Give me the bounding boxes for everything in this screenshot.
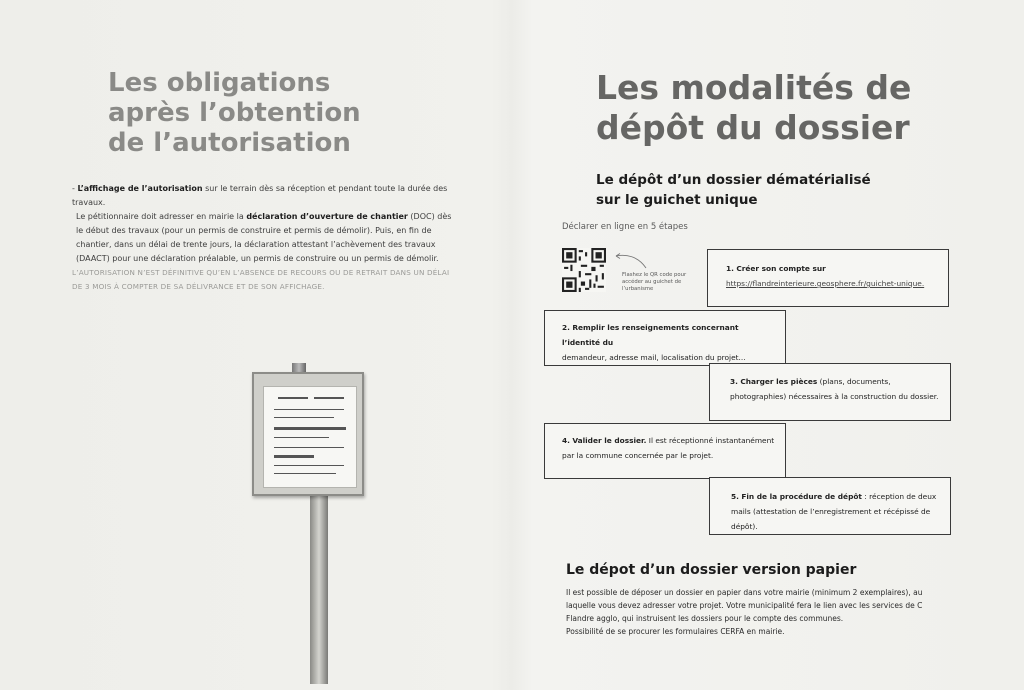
subtitle-line: sur le guichet unique <box>596 192 758 208</box>
step-text: demandeur, adresse mail, localisation du projet... <box>562 353 746 362</box>
paper-line: Possibilité de se procurer les formulaires CERFA en mairie. <box>566 627 785 636</box>
step-3-box <box>709 363 951 421</box>
paper-section-text <box>566 586 942 638</box>
step-bold: Valider le dossier. <box>572 436 647 445</box>
permit-sign-illustration <box>252 372 364 496</box>
step-text: (plans, documents, photographies) nécessaires à la construction du dossier. <box>730 377 939 401</box>
right-title-line: dépôt du dossier <box>596 108 910 147</box>
definitive-note: L’AUTORISATION N’EST DÉFINITIVE QU’EN L’ABSENCE DE RECOURS OU DE RETRAIT DANS UN DÉLAI DE 3 MOIS À COMPTER DE SA DÉLIVRANCE ET DE SON AFFICHAGE. <box>72 268 450 291</box>
obligation-rest: sur le terrain dès sa réception et pendant toute la durée des travaux. <box>72 184 448 207</box>
left-title-line: Les obligations <box>108 68 331 98</box>
obligation-bold: déclaration d’ouverture de chantier <box>246 212 408 221</box>
sheet-line <box>274 473 336 474</box>
step-5-box <box>709 477 951 535</box>
sheet-line <box>274 447 344 448</box>
left-page-title <box>108 68 438 158</box>
obligation-bold: L’affichage de l’autorisation <box>77 184 203 193</box>
sign-post <box>310 488 328 684</box>
step-bold: Remplir les renseignements concernant l’identité du <box>562 323 739 347</box>
step-1-box <box>707 249 949 307</box>
step-text: Il est réceptionné instantanément par la commune concernée par le projet. <box>562 436 775 460</box>
sheet-line <box>314 397 344 399</box>
left-title-line: après l’obtention <box>108 98 361 128</box>
qr-caption: Flashez le QR code pour accéder au guichet de l’urbanisme <box>622 272 687 292</box>
qr-code-icon[interactable] <box>562 248 606 292</box>
paper-line: Flandre agglo, qui instruisent les dossiers pour le compte des communes. <box>566 614 844 623</box>
paper-line: laquelle vous devez adresser votre projet. Votre municipalité fera le lien avec les services de C <box>566 601 923 610</box>
step-number: 2. <box>562 323 570 332</box>
step-bold: Fin de la procédure de dépôt <box>741 492 862 501</box>
sheet-line <box>274 437 329 438</box>
bullet: - <box>72 184 78 193</box>
guichet-unique-link[interactable]: https://flandreinterieure.geosphere.fr/guichet-unique. <box>726 279 925 288</box>
right-title-line: Les modalités de <box>596 68 912 107</box>
step-number: 5. <box>731 492 739 501</box>
permit-sheet <box>263 386 357 488</box>
step-number: 4. <box>562 436 570 445</box>
sheet-line <box>274 409 344 410</box>
sheet-line <box>278 397 308 399</box>
arrow-left-icon <box>612 252 648 270</box>
right-page-title <box>596 68 996 148</box>
step-number: 1. <box>726 264 734 273</box>
step-bold: Créer son compte sur <box>736 264 826 273</box>
obligation-item-doc <box>72 210 460 266</box>
step-bold: Charger les pièces <box>740 377 818 386</box>
obligation-item-display <box>72 182 460 210</box>
step-2-box <box>544 310 786 366</box>
sheet-line <box>274 455 314 458</box>
left-title-line: de l’autorisation <box>108 128 351 158</box>
online-section-heading <box>596 170 926 210</box>
paper-line: Il est possible de déposer un dossier en papier dans votre mairie (minimum 2 exemplaires), au <box>566 588 923 597</box>
sheet-line <box>274 417 334 418</box>
online-steps-label: Déclarer en ligne en 5 étapes <box>562 222 688 232</box>
bleed-through-text <box>54 380 110 397</box>
step-text: : réception de deux mails (attestation de l’enregistrement et récépissé de dépôt). <box>731 492 937 531</box>
obligation-part: Le pétitionnaire doit adresser en mairie la <box>76 212 247 221</box>
paper-section-heading: Le dépot d’un dossier version papier <box>566 562 857 578</box>
step-number: 3. <box>730 377 738 386</box>
obligations-text <box>72 182 460 266</box>
sheet-line <box>274 465 344 466</box>
subtitle-line: Le dépôt d’un dossier dématérialisé <box>596 172 871 188</box>
obligation-part: (DOC) dès le début des travaux (pour un permis de construire et permis de démolir). Puis, en fin de chantier, dans un délai de trente jours, la déclaration attestant l’achèvement des travaux (DAACT) pour une déclaration préalable, un permis de construire ou un permis de démolir. <box>76 212 452 263</box>
step-4-box <box>544 423 786 479</box>
sheet-line <box>274 427 346 430</box>
